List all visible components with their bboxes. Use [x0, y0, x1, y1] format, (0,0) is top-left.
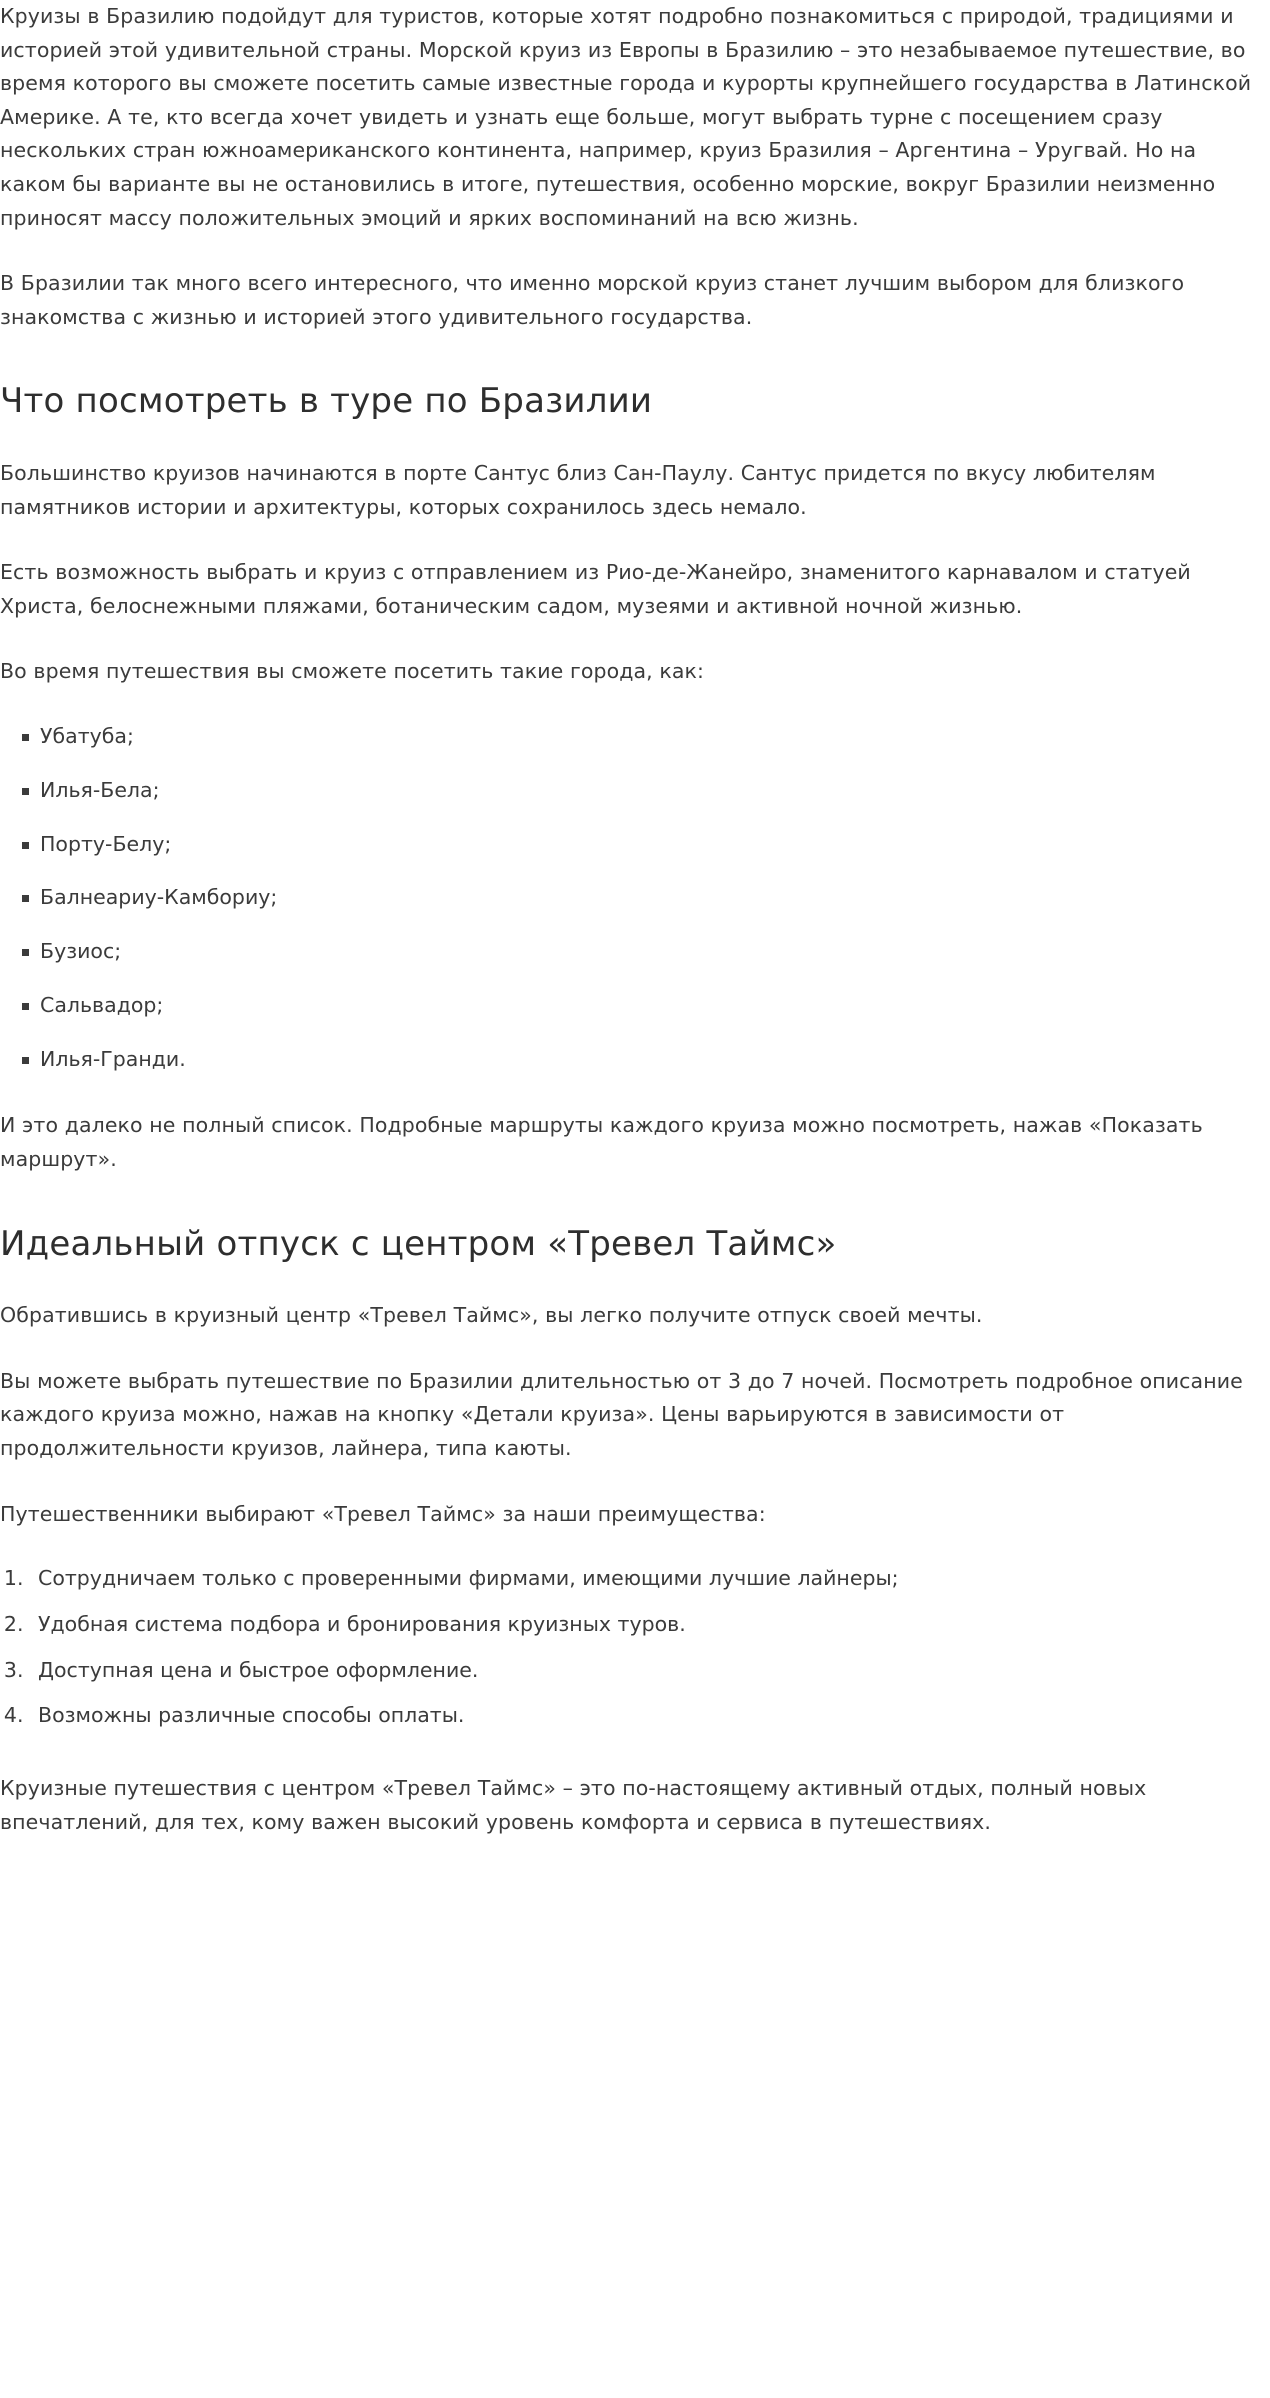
tour-paragraph-2: Есть возможность выбрать и круиз с отправлением из Рио-де-Жанейро, знаменитого карнавалом и статуей Христа, белоснежными пляжами, ботаническим садом, музеями и активной ночной жизнью. — [0, 560, 1191, 618]
advantages-list — [0, 1563, 1265, 1732]
intro-paragraph-1: Круизы в Бразилию подойдут для туристов, которые хотят подробно познакомиться с природой, традициями и историей этой удивительной страны. Морской круиз из Европы в Бразилию – это незабываемое путешествие, во время которого вы сможете посетить самые известные города и курорты крупнейшего государства в Латинской Америке. А те, кто всегда хочет увидеть и узнать еще больше, могут выбрать турне с посещением сразу нескольких стран южноамериканского континента, например, круиз Бразилия – Аргентина – Уругвай. Но на каком бы варианте вы не остановились в итоге, путешествия, особенно морские, вокруг Бразилии неизменно приносят массу положительных эмоций и ярких воспоминаний на всю жизнь. — [0, 4, 1252, 230]
section-heading-tour: Что посмотреть в туре по Бразилии — [0, 381, 653, 422]
list-item: 4. Возможны различные способы оплаты. — [30, 1700, 1265, 1732]
list-item: Бузиос; — [22, 936, 1265, 968]
list-item: Илья-Гранди. — [22, 1044, 1265, 1076]
list-item: 3. Доступная цена и быстрое оформление. — [30, 1655, 1265, 1687]
list-item: 2. Удобная система подбора и бронирования круизных туров. — [30, 1609, 1265, 1641]
list-item: 1. Сотрудничаем только с проверенными фирмами, имеющими лучшие лайнеры; — [30, 1563, 1265, 1595]
vacation-paragraph-2: Вы можете выбрать путешествие по Бразилии длительностью от 3 до 7 ночей. Посмотреть подробное описание каждого круиза можно, нажав на кнопку «Детали круиза». Цены варьируются в зависимости от продолжительности круизов, лайнера, типа каюты. — [0, 1368, 1243, 1460]
city-list — [0, 721, 1265, 1075]
vacation-paragraph-3: Путешественники выбирают «Тревел Таймс» за наши преимущества: — [0, 1501, 766, 1526]
tour-paragraph-3: Во время путешествия вы сможете посетить такие города, как: — [0, 659, 705, 684]
list-item: Порту-Белу; — [22, 829, 1265, 861]
section-heading-vacation: Идеальный отпуск с центром «Тревел Таймс» — [0, 1223, 837, 1264]
list-item: Илья-Бела; — [22, 775, 1265, 807]
vacation-paragraph-1: Обратившись в круизный центр «Тревел Таймс», вы легко получите отпуск своей мечты. — [0, 1303, 983, 1328]
tour-after-list-paragraph: И это далеко не полный список. Подробные маршруты каждого круиза можно посмотреть, нажав «Показать маршрут». — [0, 1113, 1203, 1171]
intro-paragraph-2: В Бразилии так много всего интересного, что именно морской круиз станет лучшим выбором для близкого знакомства с жизнью и историей этого удивительного государства. — [0, 271, 1185, 329]
list-item: Убатуба; — [22, 721, 1265, 753]
tour-paragraph-1: Большинство круизов начинаются в порте Сантус близ Сан-Паулу. Сантус придется по вкусу любителям памятников истории и архитектуры, которых сохранилось здесь немало. — [0, 460, 1156, 519]
list-item: Сальвадор; — [22, 990, 1265, 1022]
closing-paragraph: Круизные путешествия с центром «Тревел Таймс» – это по-настоящему активный отдых, полный новых впечатлений, для тех, кому важен высокий уровень комфорта и сервиса в путешествиях. — [0, 1776, 1147, 1834]
list-item: Балнеариу-Камбориу; — [22, 882, 1265, 914]
